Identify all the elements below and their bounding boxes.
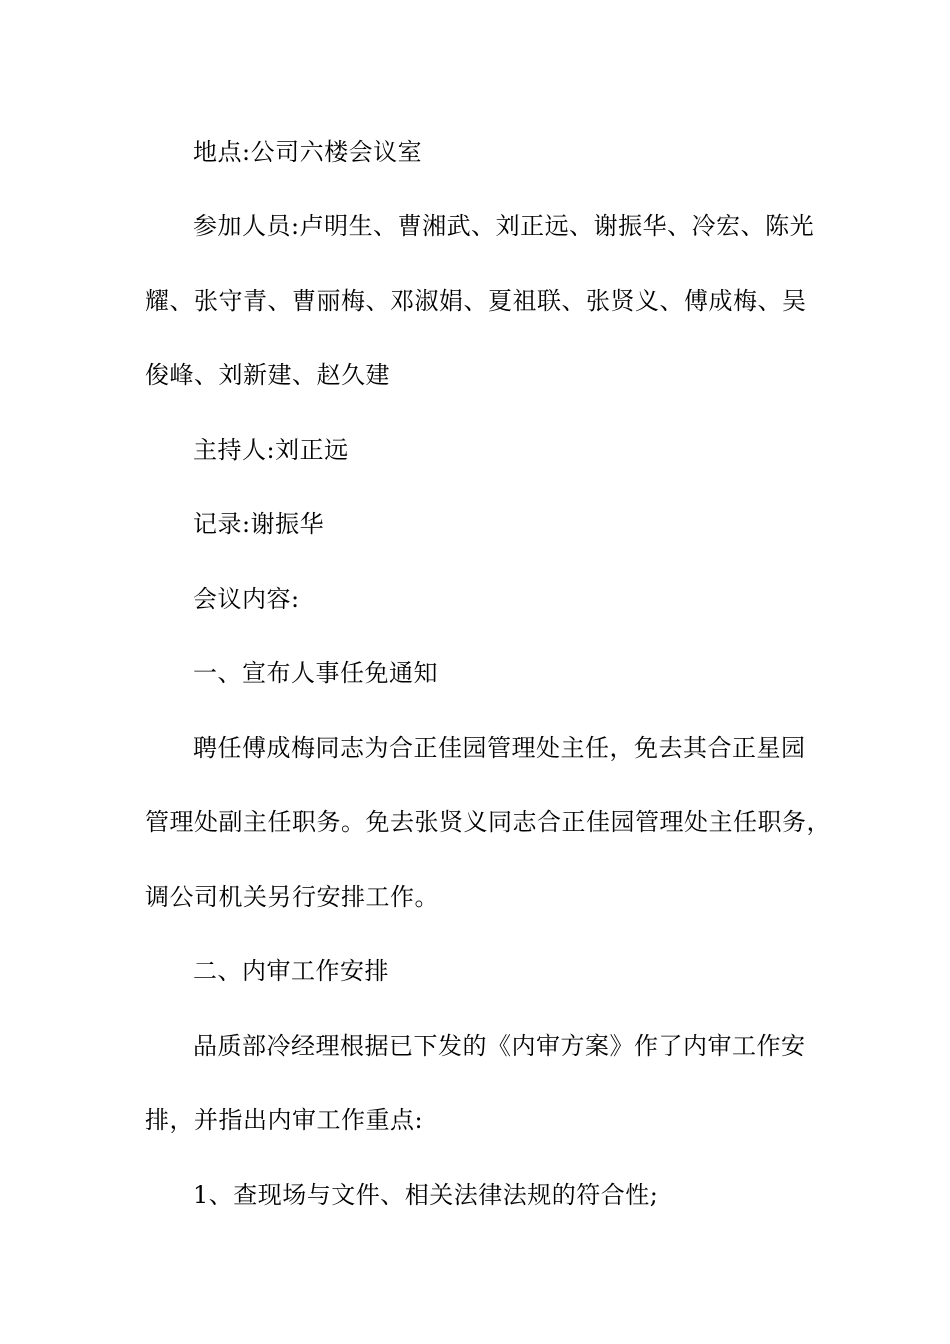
section-1-paragraph-line-2: 管理处副主任职务。免去张贤义同志合正佳园管理处主任职务， [145, 808, 831, 836]
location-line: 地点:公司六楼会议室 [193, 138, 423, 166]
section-2-paragraph-line-2: 排，并指出内审工作重点: [145, 1106, 424, 1134]
section-1-heading: 一、宣布人事任免通知 [193, 659, 438, 687]
section-2-paragraph-line-1: 品质部冷经理根据已下发的《内审方案》作了内审工作安 [193, 1032, 806, 1060]
section-1-paragraph-line-3: 调公司机关另行安排工作。 [145, 883, 439, 911]
recorder-line: 记录:谢振华 [193, 510, 325, 538]
attendees-line-3: 俊峰、刘新建、赵久建 [145, 361, 390, 389]
host-line: 主持人:刘正远 [193, 436, 349, 464]
section-2-heading: 二、内审工作安排 [193, 957, 389, 985]
list-item-1: 1、查现场与文件、相关法律法规的符合性; [193, 1181, 659, 1209]
attendees-line-1: 参加人员:卢明生、曹湘武、刘正远、谢振华、冷宏、陈光 [193, 212, 815, 240]
section-1-paragraph-line-1: 聘任傅成梅同志为合正佳园管理处主任，免去其合正星园 [193, 734, 806, 762]
meeting-content-heading: 会议内容: [193, 585, 300, 613]
attendees-line-2: 耀、张守青、曹丽梅、邓淑娟、夏祖联、张贤义、傅成梅、吴 [145, 287, 807, 315]
